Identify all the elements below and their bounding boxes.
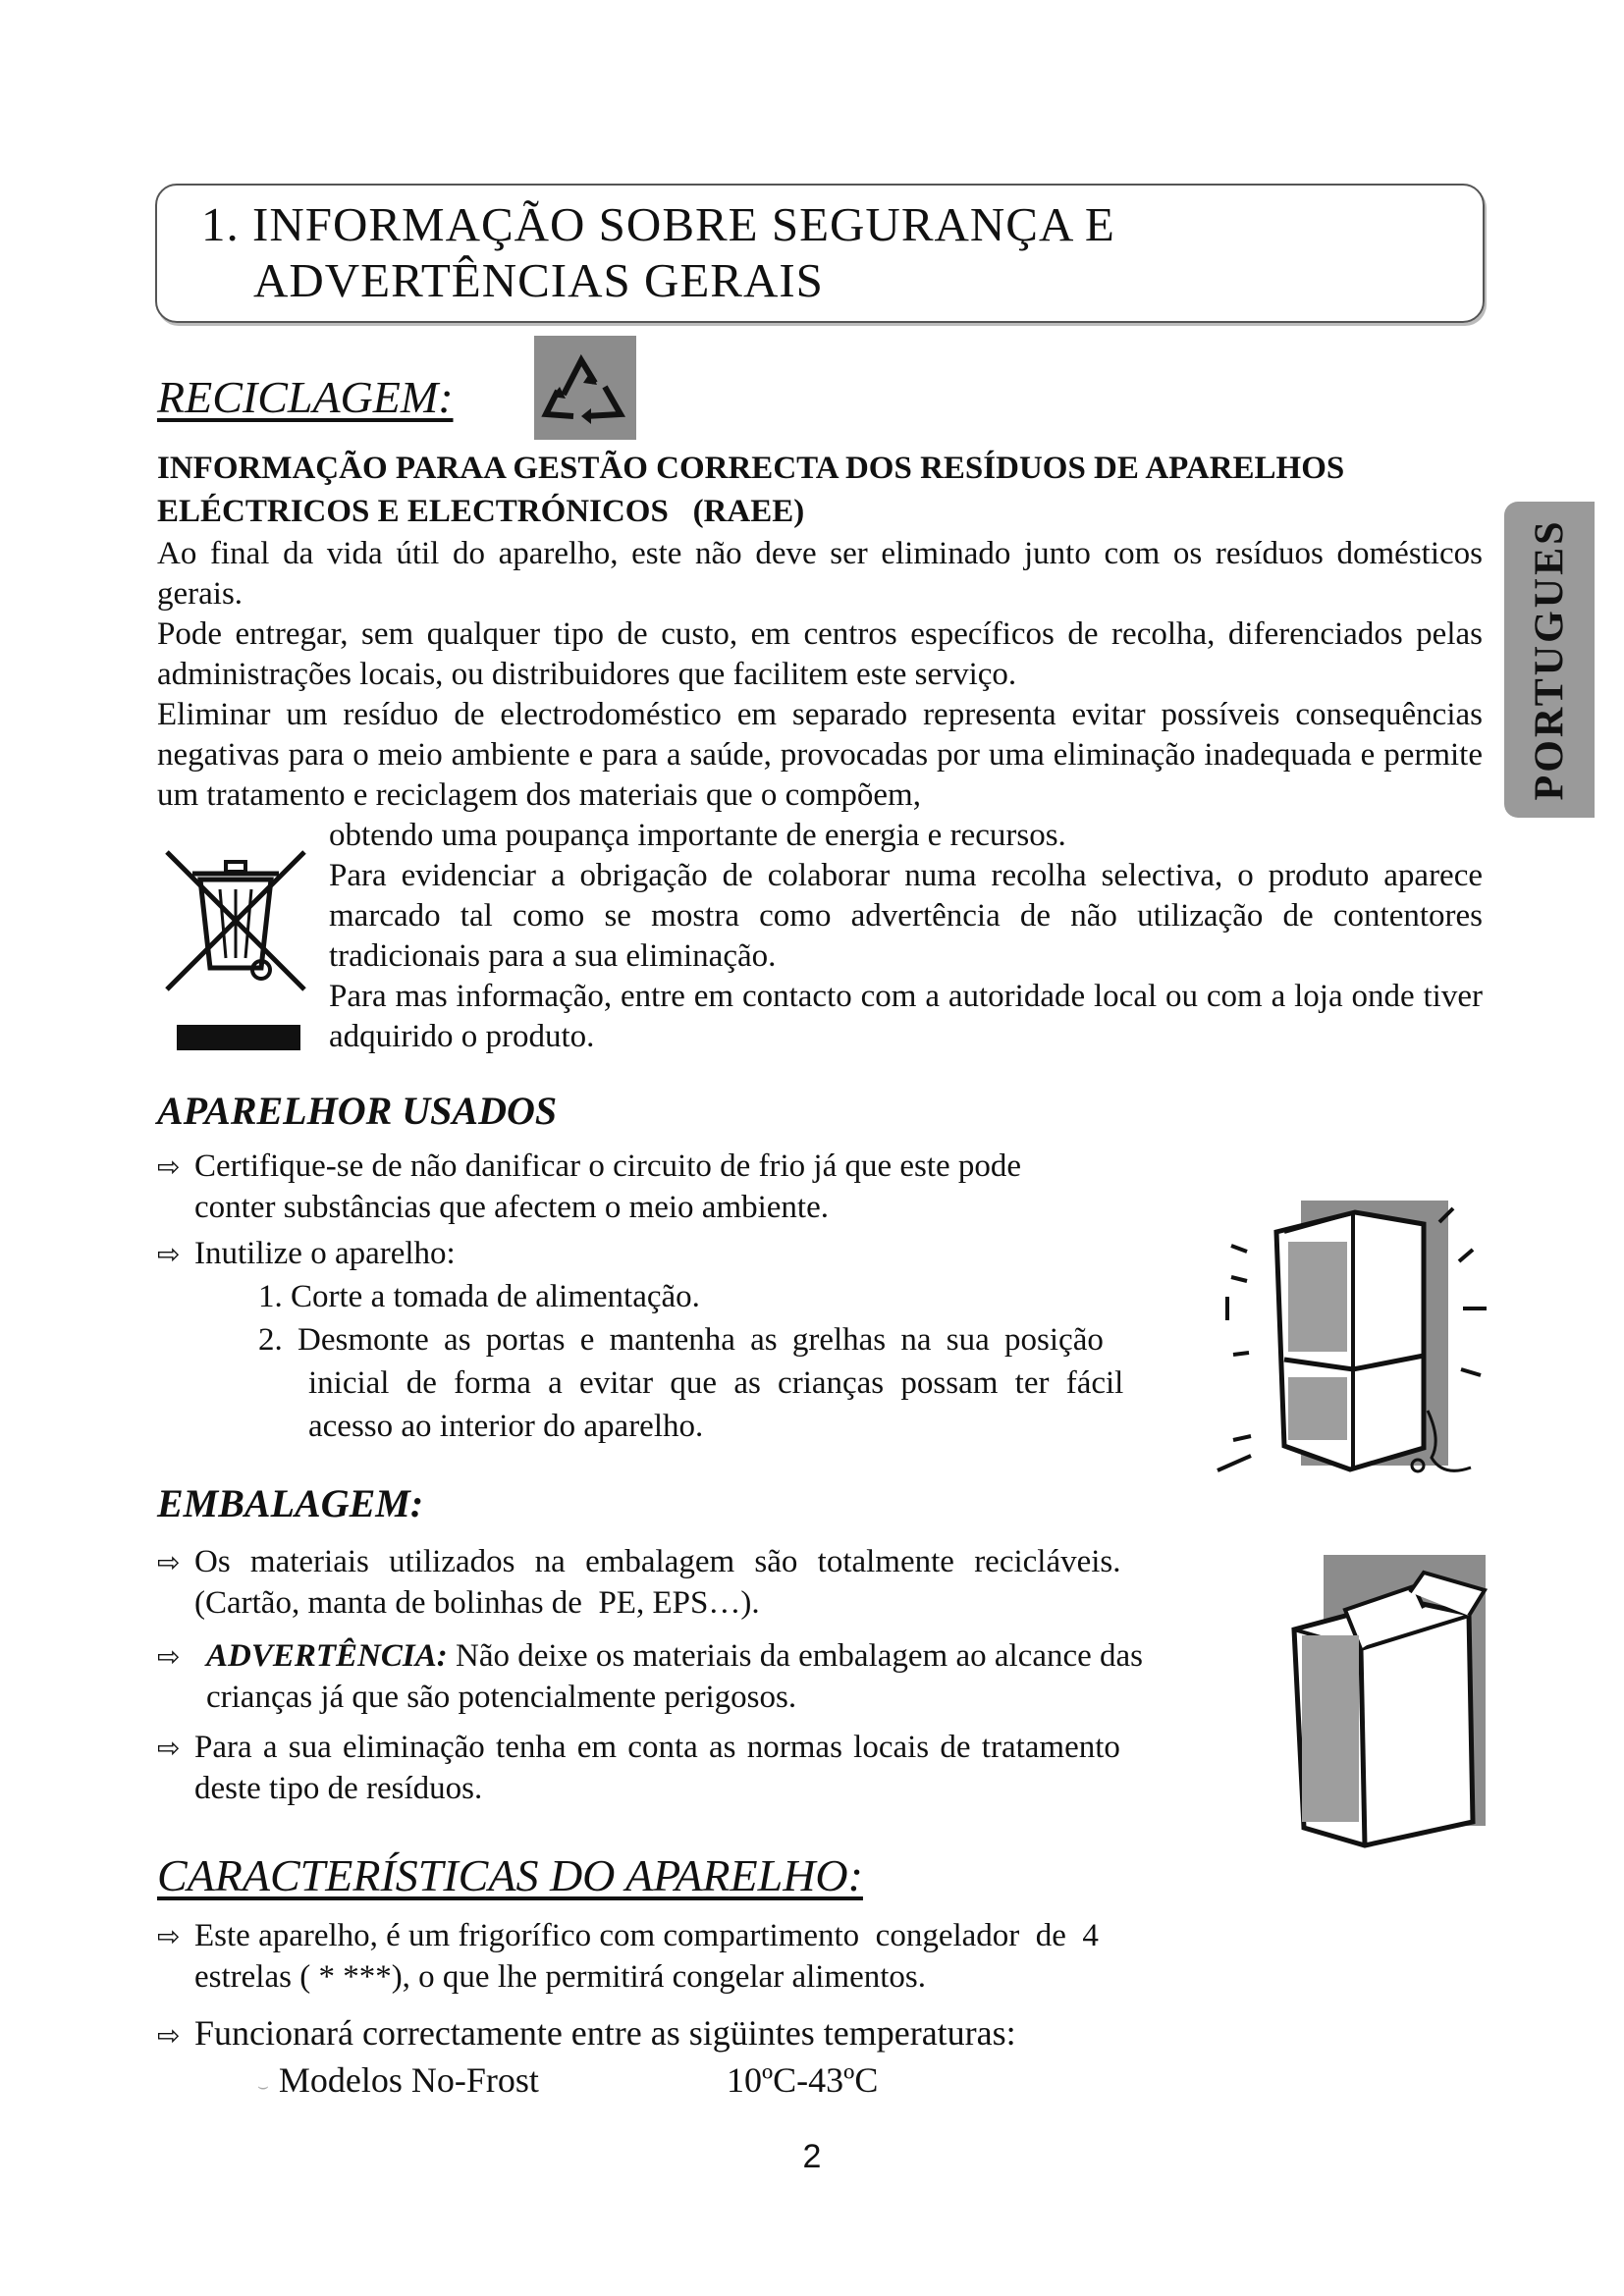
used-appliances-heading: APARELHOR USADOS <box>157 1089 558 1133</box>
used-item-2: ⇨ Inutilize o aparelho: <box>157 1236 456 1271</box>
features-model-row: ⌣ Modelos No-Frost <box>257 2060 539 2100</box>
recycling-paragraph-1: Ao final da vida útil do aparelho, este não deve ser eliminado junto com os resíduos domésticos gerais. <box>157 536 1483 612</box>
weee-subheading-line2: ELÉCTRICOS E ELECTRÓNICOS (RAEE) <box>157 494 805 529</box>
recycling-paragraph-3-cont: obtendo uma poupança importante de energia e recursos. <box>329 818 1066 853</box>
recycling-paragraph-2: Pode entregar, sem qualquer tipo de custo, em centros específicos de recolha, diferenciados pelas administrações locais, ou distribuidores que facilitem este serviço. <box>157 616 1483 692</box>
features-item-1-cont: estrelas ( * ***), o que lhe permitirá congelar alimentos. <box>194 1959 926 1995</box>
language-side-tab <box>1504 502 1595 818</box>
bullet-icon: ⌣ <box>257 2076 269 2096</box>
section-title-line2: ADVERTÊNCIAS GERAIS <box>253 253 824 307</box>
used-subitem-2-cont: inicial de forma a evitar que as crianças possam ter fácil <box>308 1365 1124 1401</box>
packaging-item-2: ⇨ ADVERTÊNCIA: Não deixe os materiais da embalagem ao alcance das <box>157 1638 1143 1674</box>
recycling-paragraph-4: Para evidenciar a obrigação de colaborar numa recolha selectiva, o produto aparece marcado tal como se mostra como advertência de não utilização de contentores tradicionais para a sua eliminação. <box>329 858 1483 974</box>
arrow-right-icon: ⇨ <box>157 1546 181 1578</box>
used-item-1: ⇨ Certifique-se de não danificar o circuito de frio já que este pode <box>157 1148 1022 1184</box>
fridge-illustration <box>1208 1183 1492 1477</box>
arrow-right-icon: ⇨ <box>157 1150 181 1183</box>
used-subitem-2-cont2: acesso ao interior do aparelho. <box>308 1409 704 1444</box>
packaging-heading: EMBALAGEM: <box>157 1481 424 1525</box>
recycling-paragraph-3: Eliminar um resíduo de electrodoméstico em separado representa evitar possíveis consequências negativas para o meio ambiente e para a saúde, provocadas por uma eliminação inadequada e permite um tratamento e reciclagem dos materiais que o compõem, <box>157 697 1483 813</box>
arrow-right-icon: ⇨ <box>157 1238 181 1270</box>
features-model-range: 10ºC-43ºC <box>727 2060 879 2100</box>
recycling-heading: RECICLAGEM: <box>157 372 454 422</box>
recycle-icon <box>534 336 636 440</box>
arrow-right-icon: ⇨ <box>157 2019 181 2052</box>
packaging-item-3-cont: deste tipo de resíduos. <box>194 1771 483 1806</box>
used-item-1-cont: conter substâncias que afectem o meio ambiente. <box>194 1190 829 1225</box>
arrow-right-icon: ⇨ <box>157 1640 181 1673</box>
recycling-paragraph-5: Para mas informação, entre em contacto com a autoridade local ou com a loja onde tiver adquirido o produto. <box>329 979 1483 1054</box>
features-heading: CARACTERÍSTICAS DO APARELHO: <box>157 1850 863 1900</box>
used-subitem-2: 2. Desmonte as portas e mantenha as grelhas na sua posição <box>258 1322 1104 1358</box>
page-number: 2 <box>802 2138 822 2175</box>
packaging-item-1: ⇨ Os materiais utilizados na embalagem são totalmente recicláveis. <box>157 1544 1121 1579</box>
packaging-item-2-cont: crianças já que são potencialmente perigosos. <box>206 1680 797 1715</box>
arrow-right-icon: ⇨ <box>157 1920 181 1952</box>
language-label: PORTUGUES <box>1527 518 1572 801</box>
used-subitem-1: 1. Corte a tomada de alimentação. <box>258 1279 700 1314</box>
crossed-bin-icon <box>157 842 314 1058</box>
section-title-line1: 1. INFORMAÇÃO SOBRE SEGURANÇA E <box>201 197 1115 251</box>
arrow-right-icon: ⇨ <box>157 1732 181 1764</box>
features-item-1: ⇨ Este aparelho, é um frigorífico com compartimento congelador de 4 <box>157 1918 1099 1953</box>
packaging-box-illustration <box>1276 1551 1492 1855</box>
features-item-2: ⇨ Funcionará correctamente entre as sigüintes temperaturas: <box>157 2013 1016 2053</box>
weee-subheading-line1: INFORMAÇÃO PARAA GESTÃO CORRECTA DOS RESÍDUOS DE APARELHOS <box>157 451 1345 486</box>
packaging-item-3: ⇨ Para a sua eliminação tenha em conta as normas locais de tratamento <box>157 1730 1120 1765</box>
packaging-item-1-cont: (Cartão, manta de bolinhas de PE, EPS…). <box>194 1585 760 1621</box>
